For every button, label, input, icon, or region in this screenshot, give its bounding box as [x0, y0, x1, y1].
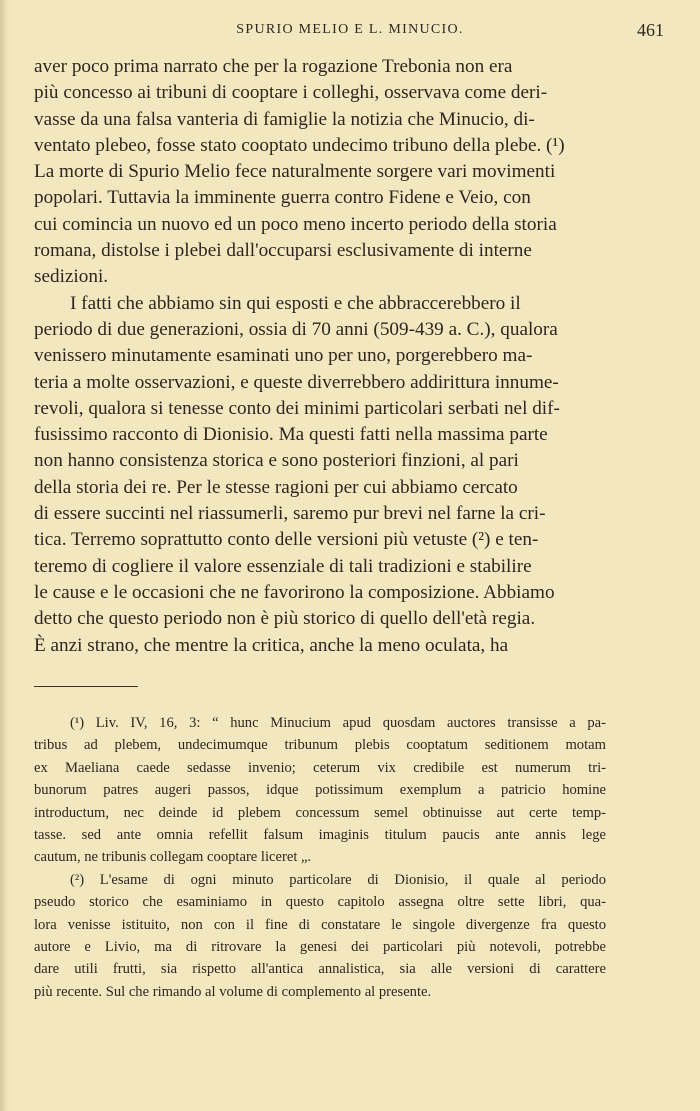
text-line: le cause e le occasioni che ne favorirono la composizione. Abbiamo — [34, 581, 555, 603]
text-line: venissero minutamente esaminati uno per uno, porgerebbero ma- — [34, 345, 533, 367]
text-line: sedizioni. — [34, 266, 109, 288]
footnotes — [34, 712, 606, 1003]
text-line: detto che questo periodo non è più storico di quello dell'età regia. — [34, 608, 536, 630]
text-line: più concesso ai tribuni di cooptare i colleghi, osservava come deri- — [34, 82, 548, 104]
footnote-2 — [34, 869, 606, 1003]
text-line: romana, distolse i plebei dall'occuparsi esclusivamente di interne — [34, 240, 532, 262]
paragraph-1 — [34, 54, 606, 291]
footnote-line: introductum, nec deinde id plebem concessum semel obtinuisse aut certe temp- — [34, 804, 606, 821]
text-line: non hanno consistenza storica e sono posteriori finzioni, al pari — [34, 450, 519, 472]
footnote-1 — [34, 712, 606, 869]
text-line: cui comincia un nuovo ed un poco meno incerto periodo della storia — [34, 213, 557, 235]
text-line: tica. Terremo soprattutto conto delle versioni più vetuste (²) e ten- — [34, 529, 539, 551]
text-line: La morte di Spurio Melio fece naturalmente sorgere vari movimenti — [34, 161, 556, 183]
footnote-line: (¹) Liv. IV, 16, 3: “ hunc Minucium apud quosdam auctores transisse a pa- — [70, 715, 606, 731]
text-line: È anzi strano, che mentre la critica, anche la meno oculata, ha — [34, 634, 509, 656]
running-header — [30, 20, 670, 44]
footnote-line: pseudo storico che esaminiamo in questo capitolo assegna oltre sette libri, qua- — [34, 894, 606, 911]
text-line: revoli, qualora si tenesse conto dei minimi particolari serbati nel dif- — [34, 397, 560, 419]
text-line: teremo di cogliere il valore essenziale di tali tradizioni e stabilire — [34, 555, 532, 577]
text-line: popolari. Tuttavia la imminente guerra contro Fidene e Veio, con — [34, 187, 531, 209]
text-line: di essere succinti nel riassumerli, saremo pur brevi nel farne la cri- — [34, 503, 546, 525]
text-line: della storia dei re. Per le stesse ragioni per cui abbiamo cercato — [34, 476, 518, 498]
footnote-line: più recente. Sul che rimando al volume di complemento al presente. — [34, 983, 432, 1000]
page-edge-shadow — [0, 0, 10, 1111]
running-title: SPURIO MELIO E L. MINUCIO. — [236, 22, 464, 37]
text-line: ventato plebeo, fosse stato cooptato undecimo tribuno della plebe. (¹) — [34, 134, 565, 156]
footnote-line: autore e Livio, ma di ritrovare la genesi dei particolari più notevoli, potrebbe — [34, 939, 606, 956]
footnote-line: tribus ad plebem, undecimumque tribunum plebis cooptatum seditionem motam — [34, 737, 606, 754]
text-line: vasse da una falsa vanteria di famiglie la notizia che Minucio, di- — [34, 108, 535, 130]
footnote-divider — [34, 686, 138, 687]
footnote-line: bunorum patres augeri passos, idque potissimum exemplum a patricio homine — [34, 782, 606, 799]
page-number: 461 — [637, 20, 664, 40]
footnote-line: tasse. sed ante omnia refellit falsum imaginis titulum paucis ante annis lege — [34, 827, 606, 844]
text-line: teria a molte osservazioni, e queste diverrebbero addirittura innume- — [34, 371, 559, 393]
text-line: fusissimo racconto di Dionisio. Ma questi fatti nella massima parte — [34, 424, 548, 446]
footnote-line: (²) L'esame di ogni minuto particolare di Dionisio, il quale al periodo — [70, 871, 606, 888]
body-text — [34, 54, 606, 659]
paragraph-2 — [34, 291, 606, 659]
text-line: periodo di due generazioni, ossia di 70 anni (509-439 a. C.), qualora — [34, 318, 558, 340]
text-line: I fatti che abbiamo sin qui esposti e che abbraccerebbero il — [70, 292, 521, 314]
footnote-line: cautum, ne tribunis collegam cooptare liceret „. — [34, 849, 312, 866]
footnote-line: dare utili frutti, sia rispetto all'antica annalistica, sia alle versioni di carattere — [34, 961, 606, 978]
text-line: aver poco prima narrato che per la rogazione Trebonia non era — [34, 56, 513, 77]
footnote-line: lora venisse istituito, non con il fine di constatare le singole divergenze fra questo — [34, 916, 606, 933]
footnote-line: ex Maeliana caede sedasse invenio; ceterum vix credibile est numerum tri- — [34, 759, 606, 776]
